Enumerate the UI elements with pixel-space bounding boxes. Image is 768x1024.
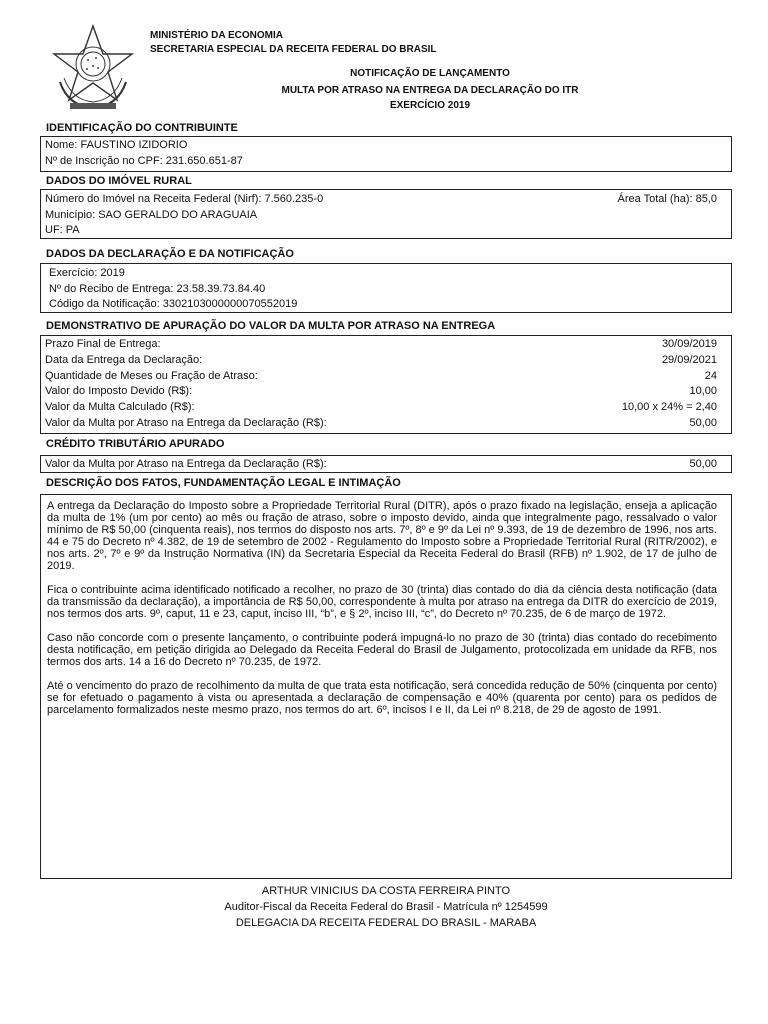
ministry-name: MINISTÉRIO DA ECONOMIA	[150, 30, 283, 41]
demonstrativo-value: 30/09/2019	[661, 338, 717, 350]
contribuinte-name-row	[45, 138, 717, 153]
credito-value: 50,00	[689, 458, 717, 470]
demonstrativo-row	[45, 384, 717, 399]
declaracao-codigo-row	[49, 297, 717, 312]
contribuinte-cpf-row	[45, 154, 717, 169]
contribuinte-name: Nome: FAUSTINO IZIDORIO	[45, 139, 188, 151]
exercise-year: EXERCÍCIO 2019	[389, 100, 471, 111]
imovel-municipio-row	[45, 208, 717, 223]
credito-label: Valor da Multa por Atraso na Entrega da Declaração (R$):	[45, 458, 327, 470]
secretariat-name: SECRETARIA ESPECIAL DA RECEITA FEDERAL DO BRASIL	[150, 44, 437, 55]
declaracao-codigo: Código da Notificação: 3302103000000070552019	[49, 298, 298, 310]
descricao-paragraph: Fica o contribuinte acima identificado notificado a recolher, no prazo de 30 (trinta) dias contado do dia da ciência desta notificação (data da transmissão da declaração), a importância de R$ 50,00, correspondente à multa por atraso na entrega da DITR do exercício de 2019, nos termos dos arts. 9º, caput, 11 e 23, caput, inciso III, “b”, e § 2º, inciso III, “c”, do Decreto nº 70.235, de 6 de março de 1972.	[47, 584, 717, 620]
signer-role: Auditor-Fiscal da Receita Federal do Brasil - Matrícula nº 1254599	[224, 901, 548, 913]
demonstrativo-value: 24	[704, 370, 717, 382]
brazil-coat-of-arms-icon	[48, 22, 138, 112]
section-title-contribuinte: IDENTIFICAÇÃO DO CONTRIBUINTE	[46, 122, 238, 134]
section-title-imovel: DADOS DO IMÓVEL RURAL	[46, 175, 192, 187]
imovel-uf: UF: PA	[45, 224, 80, 236]
demonstrativo-row	[45, 416, 717, 431]
demonstrativo-value: 10,00 x 24% = 2,40	[621, 401, 717, 413]
imovel-box	[40, 189, 732, 239]
credito-row	[45, 457, 717, 472]
demonstrativo-value: 29/09/2021	[661, 354, 717, 366]
declaracao-exercicio-row	[49, 266, 717, 281]
section-title-descricao: DESCRIÇÃO DOS FATOS, FUNDAMENTAÇÃO LEGAL E INTIMAÇÃO	[46, 477, 401, 489]
declaracao-recibo-row	[49, 282, 717, 297]
section-title-declaracao: DADOS DA DECLARAÇÃO E DA NOTIFICAÇÃO	[46, 248, 294, 260]
declaracao-box	[40, 263, 732, 313]
imovel-nirf-row	[45, 192, 717, 207]
document-title: NOTIFICAÇÃO DE LANÇAMENTO	[350, 68, 510, 79]
descricao-box	[40, 494, 732, 879]
demonstrativo-label: Valor do Imposto Devido (R$):	[45, 385, 193, 397]
demonstrativo-label: Data da Entrega da Declaração:	[45, 354, 203, 366]
document-subtitle: MULTA POR ATRASO NA ENTREGA DA DECLARAÇÃO DO ITR	[281, 85, 579, 96]
declaracao-recibo: Nº do Recibo de Entrega: 23.58.39.73.84.40	[49, 283, 266, 295]
demonstrativo-row	[45, 337, 717, 352]
demonstrativo-row	[45, 400, 717, 415]
contribuinte-cpf: Nº de Inscrição no CPF: 231.650.651-87	[45, 155, 243, 167]
demonstrativo-value: 50,00	[689, 417, 717, 429]
signer-name: ARTHUR VINICIUS DA COSTA FERREIRA PINTO	[261, 885, 511, 897]
imovel-area: Área Total (ha): 85,0	[617, 193, 717, 205]
section-title-demonstrativo: DEMONSTRATIVO DE APURAÇÃO DO VALOR DA MULTA POR ATRASO NA ENTREGA	[46, 320, 496, 332]
demonstrativo-box	[40, 335, 732, 434]
contribuinte-box	[40, 136, 732, 172]
demonstrativo-row	[45, 369, 717, 384]
section-title-credito: CRÉDITO TRIBUTÁRIO APURADO	[46, 438, 225, 450]
demonstrativo-label: Prazo Final de Entrega:	[45, 338, 161, 350]
demonstrativo-label: Quantidade de Meses ou Fração de Atraso:	[45, 370, 258, 382]
descricao-paragraph: Caso não concorde com o presente lançamento, o contribuinte poderá impugná-lo no prazo de 30 (trinta) dias contado do recebimento desta notificação, em petição dirigida ao Delegado da Receita Federal do Brasil de Julgamento, protocolizada em unidade da RFB, nos termos dos arts. 14 a 16 do Decreto nº 70.235, de 1972.	[47, 632, 717, 668]
demonstrativo-label: Valor da Multa por Atraso na Entrega da Declaração (R$):	[45, 417, 327, 429]
descricao-paragraph: Até o vencimento do prazo de recolhimento da multa de que trata esta notificação, será concedida redução de 50% (cinquenta por cento) se for efetuado o pagamento à vista ou apresentada a declaração de compensação e 40% (quarenta por cento) para os pedidos de parcelamento formalizados neste mesmo prazo, nos termos do art. 6º, incisos I e II, da Lei nº 8.218, de 29 de agosto de 1991.	[47, 680, 717, 716]
descricao-text	[47, 500, 717, 728]
demonstrativo-row	[45, 353, 717, 368]
demonstrativo-value: 10,00	[689, 385, 717, 397]
imovel-municipio: Município: SAO GERALDO DO ARAGUAIA	[45, 209, 258, 221]
imovel-uf-row	[45, 223, 717, 238]
declaracao-exercicio: Exercício: 2019	[49, 267, 125, 279]
signer-office: DELEGACIA DA RECEITA FEDERAL DO BRASIL - MARABA	[235, 917, 537, 929]
descricao-paragraph: A entrega da Declaração do Imposto sobre a Propriedade Territorial Rural (DITR), após o prazo fixado na legislação, enseja a aplicação da multa de 1% (um por cento) ao mês ou fração de atraso, sobre o imposto devido, ainda que integralmente pago, ressalvado o valor mínimo de R$ 50,00 (cinquenta reais), nos termos do disposto nos arts. 7º, 8º e 9º da Lei nº 9.393, de 19 de dezembro de 1996, nos arts. 44 e 75 do Decreto nº 4.382, de 19 de setembro de 2002 - Regulamento do Imposto sobre a Propriedade Territorial Rural (RITR/2002), e nos arts. 2º, 7º e 9º da Instrução Normativa (IN) da Secretaria Especial da Receita Federal do Brasil (RFB) nº 1.902, de 17 de julho de 2019.	[47, 500, 717, 572]
credito-box	[40, 455, 732, 473]
demonstrativo-label: Valor da Multa Calculado (R$):	[45, 401, 195, 413]
imovel-nirf: Número do Imóvel na Receita Federal (Nirf): 7.560.235-0	[45, 193, 324, 205]
